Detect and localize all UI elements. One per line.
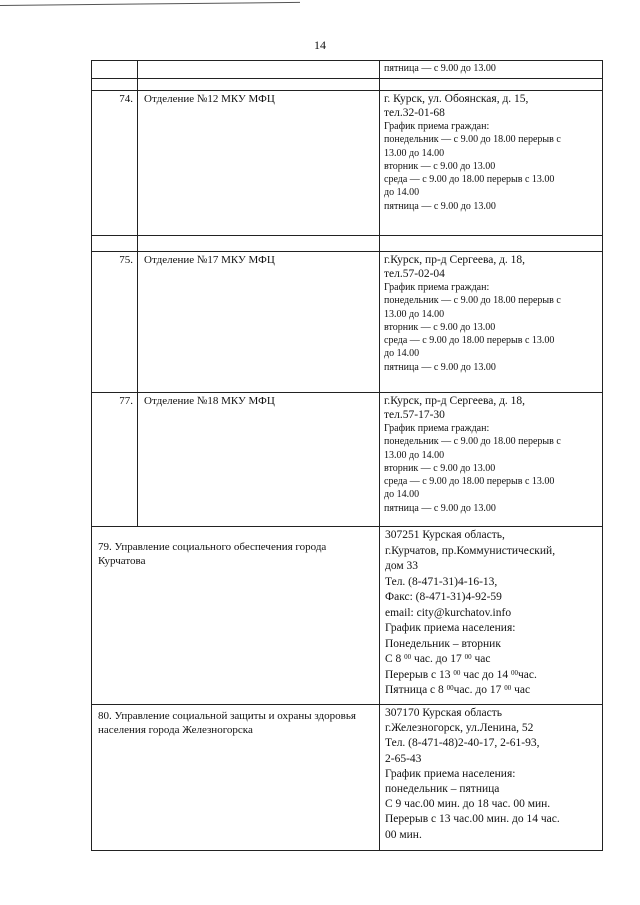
break-line: Перерыв с 13 $^{00}$ час до 14 $^{00}$час.	[385, 668, 537, 681]
address-line: г. Курск, ул. Обоянская, д. 15,	[384, 93, 529, 105]
schedule-line: График приема населения:	[385, 767, 516, 780]
schedule-line: среда — с 9.00 до 18.00 перерыв с 13.00	[384, 335, 555, 347]
cell-num	[92, 61, 138, 79]
schedule-line: График приема граждан:	[384, 423, 490, 434]
address-line: 307170 Курская область	[385, 707, 502, 719]
address-line: дом 33	[385, 560, 419, 572]
spacer-row	[92, 79, 603, 91]
office-name: Отделение №18 МКУ МФЦ	[138, 393, 380, 527]
schedule-line: понедельник — с 9.00 до 18.00 перерыв с	[384, 134, 561, 146]
schedule-line: пятница — с 9.00 до 13.00	[384, 200, 496, 212]
schedule-line: до 14.00	[384, 348, 420, 360]
schedule-line: 13.00 до 14.00	[384, 147, 445, 159]
break-line: Перерыв с 13 час.00 мин. до 14 час.	[385, 813, 560, 826]
office-contact	[380, 91, 603, 236]
office-name: Отделение №17 МКУ МФЦ	[138, 252, 380, 393]
spacer-row	[92, 236, 603, 252]
schedule-line: вторник — с 9.00 до 13.00	[384, 462, 496, 474]
address-line: г.Курск, пр-д Сергеева, д. 18,	[384, 254, 526, 266]
email-line: email: city@kurchatov.info	[385, 606, 512, 619]
row-number: 75.	[92, 252, 138, 393]
table-row-continuation	[92, 61, 603, 79]
cell-name	[138, 61, 380, 79]
page-number: 14	[314, 38, 326, 52]
office-title: 79. Управление социального обеспечения города Курчатова	[92, 527, 380, 705]
offices-table	[91, 60, 603, 851]
schedule-line: до 14.00	[384, 187, 420, 199]
break-line: 00 мин.	[385, 828, 422, 841]
schedule-line: понедельник – пятница	[385, 783, 500, 796]
scan-edge-line	[0, 2, 300, 6]
row-number: 77.	[92, 393, 138, 527]
schedule-line: вторник — с 9.00 до 13.00	[384, 160, 496, 172]
schedule-line: пятница — с 9.00 до 13.00	[384, 502, 496, 514]
office-contact	[380, 705, 603, 851]
address-line: г.Железногорск, ул.Ленина, 52	[385, 722, 534, 735]
address-line: г.Курчатов, пр.Коммунистический,	[385, 544, 556, 557]
phone-line: 2-65-43	[385, 752, 422, 765]
schedule-line: Понедельник – вторник	[385, 637, 501, 650]
phone-line: Тел. (8-471-31)4-16-13,	[385, 575, 498, 588]
address-line: 307251 Курская область,	[385, 529, 505, 541]
cell-schedule	[380, 61, 603, 79]
phone-line: Тел. (8-471-48)2-40-17, 2-61-93,	[385, 737, 540, 750]
schedule-line: понедельник — с 9.00 до 18.00 перерыв с	[384, 436, 561, 448]
address-line: г.Курск, пр-д Сергеева, д. 18,	[384, 395, 526, 407]
fax-line: Факс: (8-471-31)4-92-59	[385, 591, 502, 603]
schedule-line: пятница — с 9.00 до 13.00	[384, 63, 496, 74]
phone-line: тел.57-02-04	[384, 268, 445, 280]
schedule-line: среда — с 9.00 до 18.00 перерыв с 13.00	[384, 476, 555, 488]
schedule-line: вторник — с 9.00 до 13.00	[384, 321, 496, 333]
schedule-line: График приема граждан:	[384, 121, 490, 132]
schedule-line: до 14.00	[384, 489, 420, 501]
table-row-office-80	[92, 705, 603, 851]
schedule-line: График приема населения:	[385, 622, 516, 634]
row-number: 74.	[92, 91, 138, 236]
phone-line: тел.32-01-68	[384, 107, 445, 119]
office-name: Отделение №12 МКУ МФЦ	[138, 91, 380, 236]
schedule-line: среда — с 9.00 до 18.00 перерыв с 13.00	[384, 174, 555, 186]
hours-line: С 9 час.00 мин. до 18 час. 00 мин.	[385, 798, 551, 811]
office-title: 80. Управление социальной защиты и охраны здоровья населения города Железногорска	[92, 705, 380, 851]
friday-line: Пятница с 8 $^{00}$час. до 17 $^{00}$ час	[385, 684, 531, 696]
office-contact	[380, 527, 603, 705]
schedule-line: 13.00 до 14.00	[384, 308, 445, 320]
office-contact	[380, 252, 603, 393]
table-row-office-75	[92, 252, 603, 393]
schedule-line: пятница — с 9.00 до 13.00	[384, 361, 496, 373]
hours-line: С 8 $^{00}$ час. до 17 $^{00}$ час	[385, 653, 491, 665]
table-row-office-77	[92, 393, 603, 527]
table-row-office-79	[92, 527, 603, 705]
schedule-line: понедельник — с 9.00 до 18.00 перерыв с	[384, 295, 561, 307]
phone-line: тел.57-17-30	[384, 409, 445, 421]
table-row-office-74	[92, 91, 603, 236]
office-contact	[380, 393, 603, 527]
schedule-line: График приема граждан:	[384, 282, 490, 293]
schedule-line: 13.00 до 14.00	[384, 449, 445, 461]
